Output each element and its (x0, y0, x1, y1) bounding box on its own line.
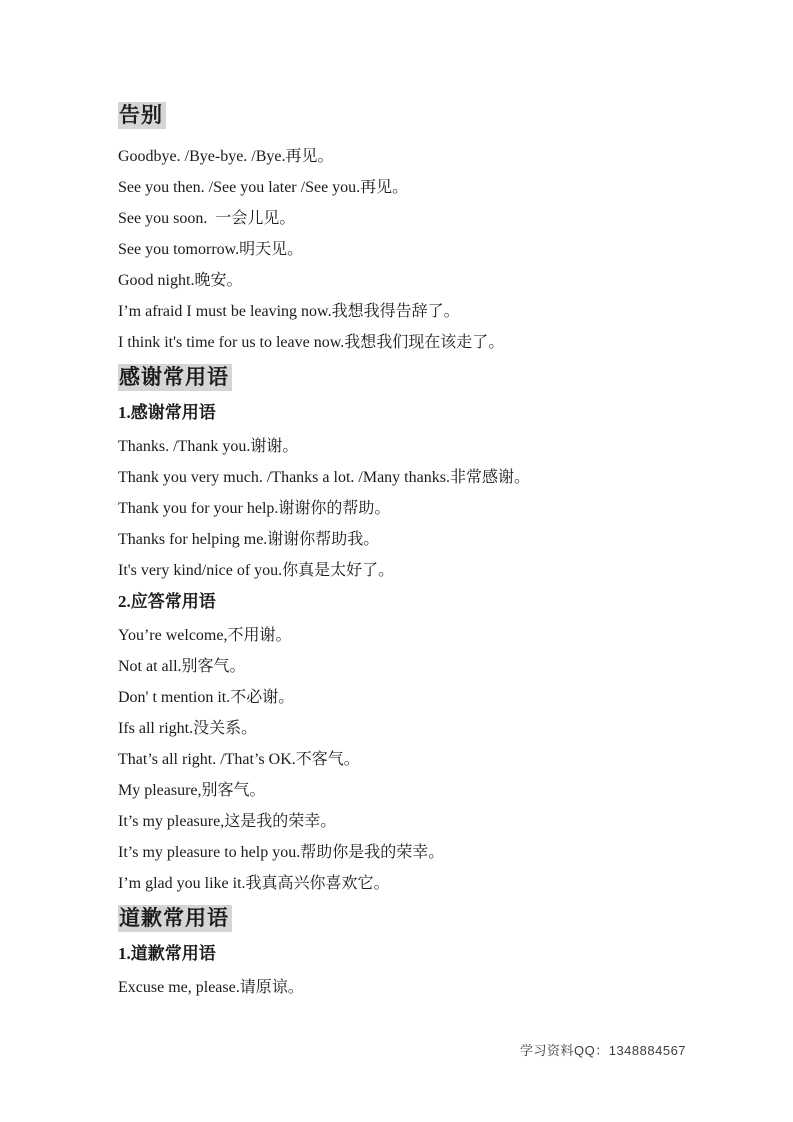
phrase-line: See you tomorrow.明天见。 (118, 241, 304, 258)
phrase-line: I’m glad you like it.我真高兴你喜欢它。 (118, 875, 390, 892)
phrase-line: See you then. /See you later /See you.再见。 (118, 179, 409, 196)
phrase-line: See you soon. 一会儿见。 (118, 210, 296, 227)
document-content (118, 103, 698, 1010)
phrase-line: You’re welcome,不用谢。 (118, 627, 292, 644)
phrase-line: Good night.晚安。 (118, 272, 243, 289)
phrase-line: I’m afraid I must be leaving now.我想我得告辞了。 (118, 303, 460, 320)
phrase-line: My pleasure,别客气。 (118, 782, 266, 799)
phrase-line: Goodbye. /Bye-bye. /Bye.再见。 (118, 148, 334, 165)
subheading-thanks-1: 1.感谢常用语 (118, 403, 216, 422)
subheading-reply-2: 2.应答常用语 (118, 592, 216, 611)
phrase-line: I think it's time for us to leave now.我想我们现在该走了。 (118, 334, 505, 351)
section-heading-farewell (118, 103, 698, 128)
footer-contact: 学习资料QQ：1348884567 (520, 1043, 687, 1058)
section-heading-thanks-text: 感谢常用语 (118, 364, 232, 391)
section-heading-apology-text: 道歉常用语 (118, 905, 232, 932)
phrase-line: Thanks for helping me.谢谢你帮助我。 (118, 531, 380, 548)
phrase-line: It’s my pleasure to help you.帮助你是我的荣幸。 (118, 844, 445, 861)
phrase-line: Excuse me, please.请原谅。 (118, 979, 304, 996)
phrase-line: It's very kind/nice of you.你真是太好了。 (118, 562, 395, 579)
phrase-line: It’s my pleasure,这是我的荣幸。 (118, 813, 337, 830)
phrase-line: Don' t mention it.不必谢。 (118, 689, 295, 706)
section-heading-apology (118, 906, 698, 931)
section-heading-farewell-text: 告别 (118, 102, 166, 129)
phrase-line: Thank you very much. /Thanks a lot. /Many thanks.非常感谢。 (118, 469, 530, 486)
phrase-line: Thanks. /Thank you.谢谢。 (118, 438, 299, 455)
phrase-line: Ifs all right.没关系。 (118, 720, 258, 737)
section-heading-thanks (118, 365, 698, 390)
phrase-line: That’s all right. /That’s OK.不客气。 (118, 751, 360, 768)
subheading-apology-1: 1.道歉常用语 (118, 944, 216, 963)
phrase-line: Thank you for your help.谢谢你的帮助。 (118, 500, 391, 517)
phrase-line: Not at all.别客气。 (118, 658, 246, 675)
